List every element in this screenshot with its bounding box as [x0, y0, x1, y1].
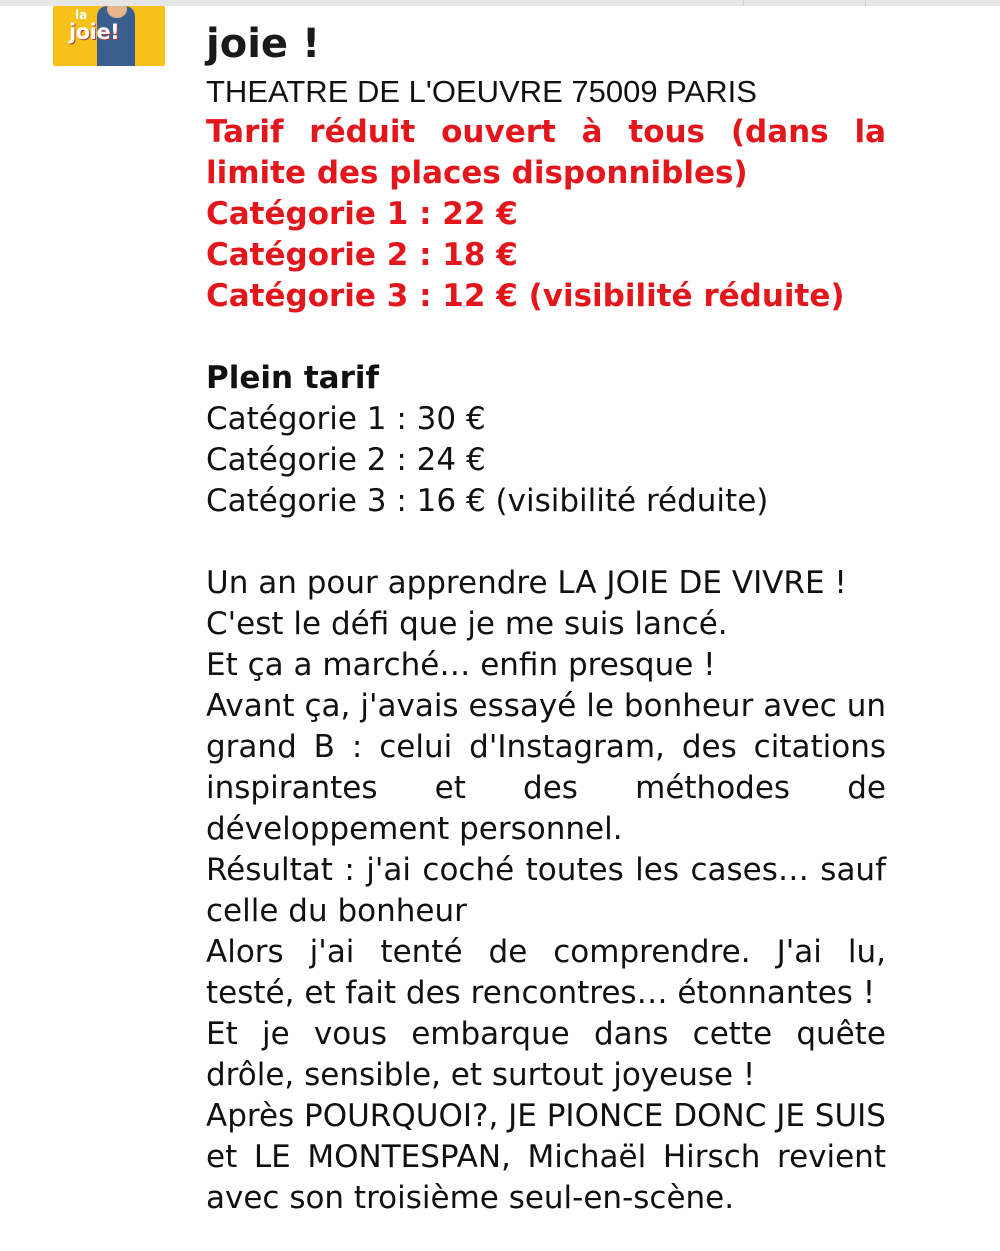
event-title[interactable]: joie !	[206, 21, 321, 67]
spacer	[206, 317, 886, 358]
full-tariff-heading: Plein tarif	[206, 360, 379, 396]
description-paragraph-6: Alors j'ai tenté de comprendre. J'ai lu, testé, et fait des rencontres… étonnantes !	[206, 934, 886, 1011]
thumbnail-small-text: la	[75, 8, 88, 22]
description-line-3: Et ça a marché… enfin presque !	[206, 647, 716, 683]
event-details	[206, 16, 886, 1219]
full-category-2: Catégorie 2 : 24 €	[206, 442, 486, 478]
description-paragraph-4: Avant ça, j'avais essayé le bonheur avec un grand B : celui d'Instagram, des citations inspirantes et des méthodes de développement personnel.	[206, 688, 886, 847]
reduced-category-2: Catégorie 2 : 18 €	[206, 237, 518, 273]
event-thumbnail[interactable]	[53, 6, 165, 66]
reduced-category-3: Catégorie 3 : 12 € (visibilité réduite)	[206, 278, 845, 314]
description-line-2: C'est le défi que je me suis lancé.	[206, 606, 728, 642]
reduced-tariff-intro: Tarif réduit ouvert à tous (dans la limite des places disponnibles)	[206, 114, 886, 191]
full-category-1: Catégorie 1 : 30 €	[206, 401, 486, 437]
spacer	[206, 522, 886, 563]
reduced-category-1: Catégorie 1 : 22 €	[206, 196, 518, 232]
description-paragraph-5: Résultat : j'ai coché toutes les cases… sauf celle du bonheur	[206, 852, 886, 929]
description-paragraph-8: Après POURQUOI?, JE PIONCE DONC JE SUIS et LE MONTESPAN, Michaël Hirsch revient avec son troisième seul-en-scène.	[206, 1098, 886, 1216]
full-category-3: Catégorie 3 : 16 € (visibilité réduite)	[206, 483, 769, 519]
thumbnail-big-text: joie!	[69, 20, 120, 44]
venue-line: THEATRE DE L'OEUVRE 75009 PARIS	[206, 74, 757, 109]
top-bar-divider	[743, 0, 744, 6]
top-bar-divider	[865, 0, 866, 6]
description-paragraph-7: Et je vous embarque dans cette quête drôle, sensible, et surtout joyeuse !	[206, 1016, 886, 1093]
description-line-1: Un an pour apprendre LA JOIE DE VIVRE !	[206, 565, 847, 601]
